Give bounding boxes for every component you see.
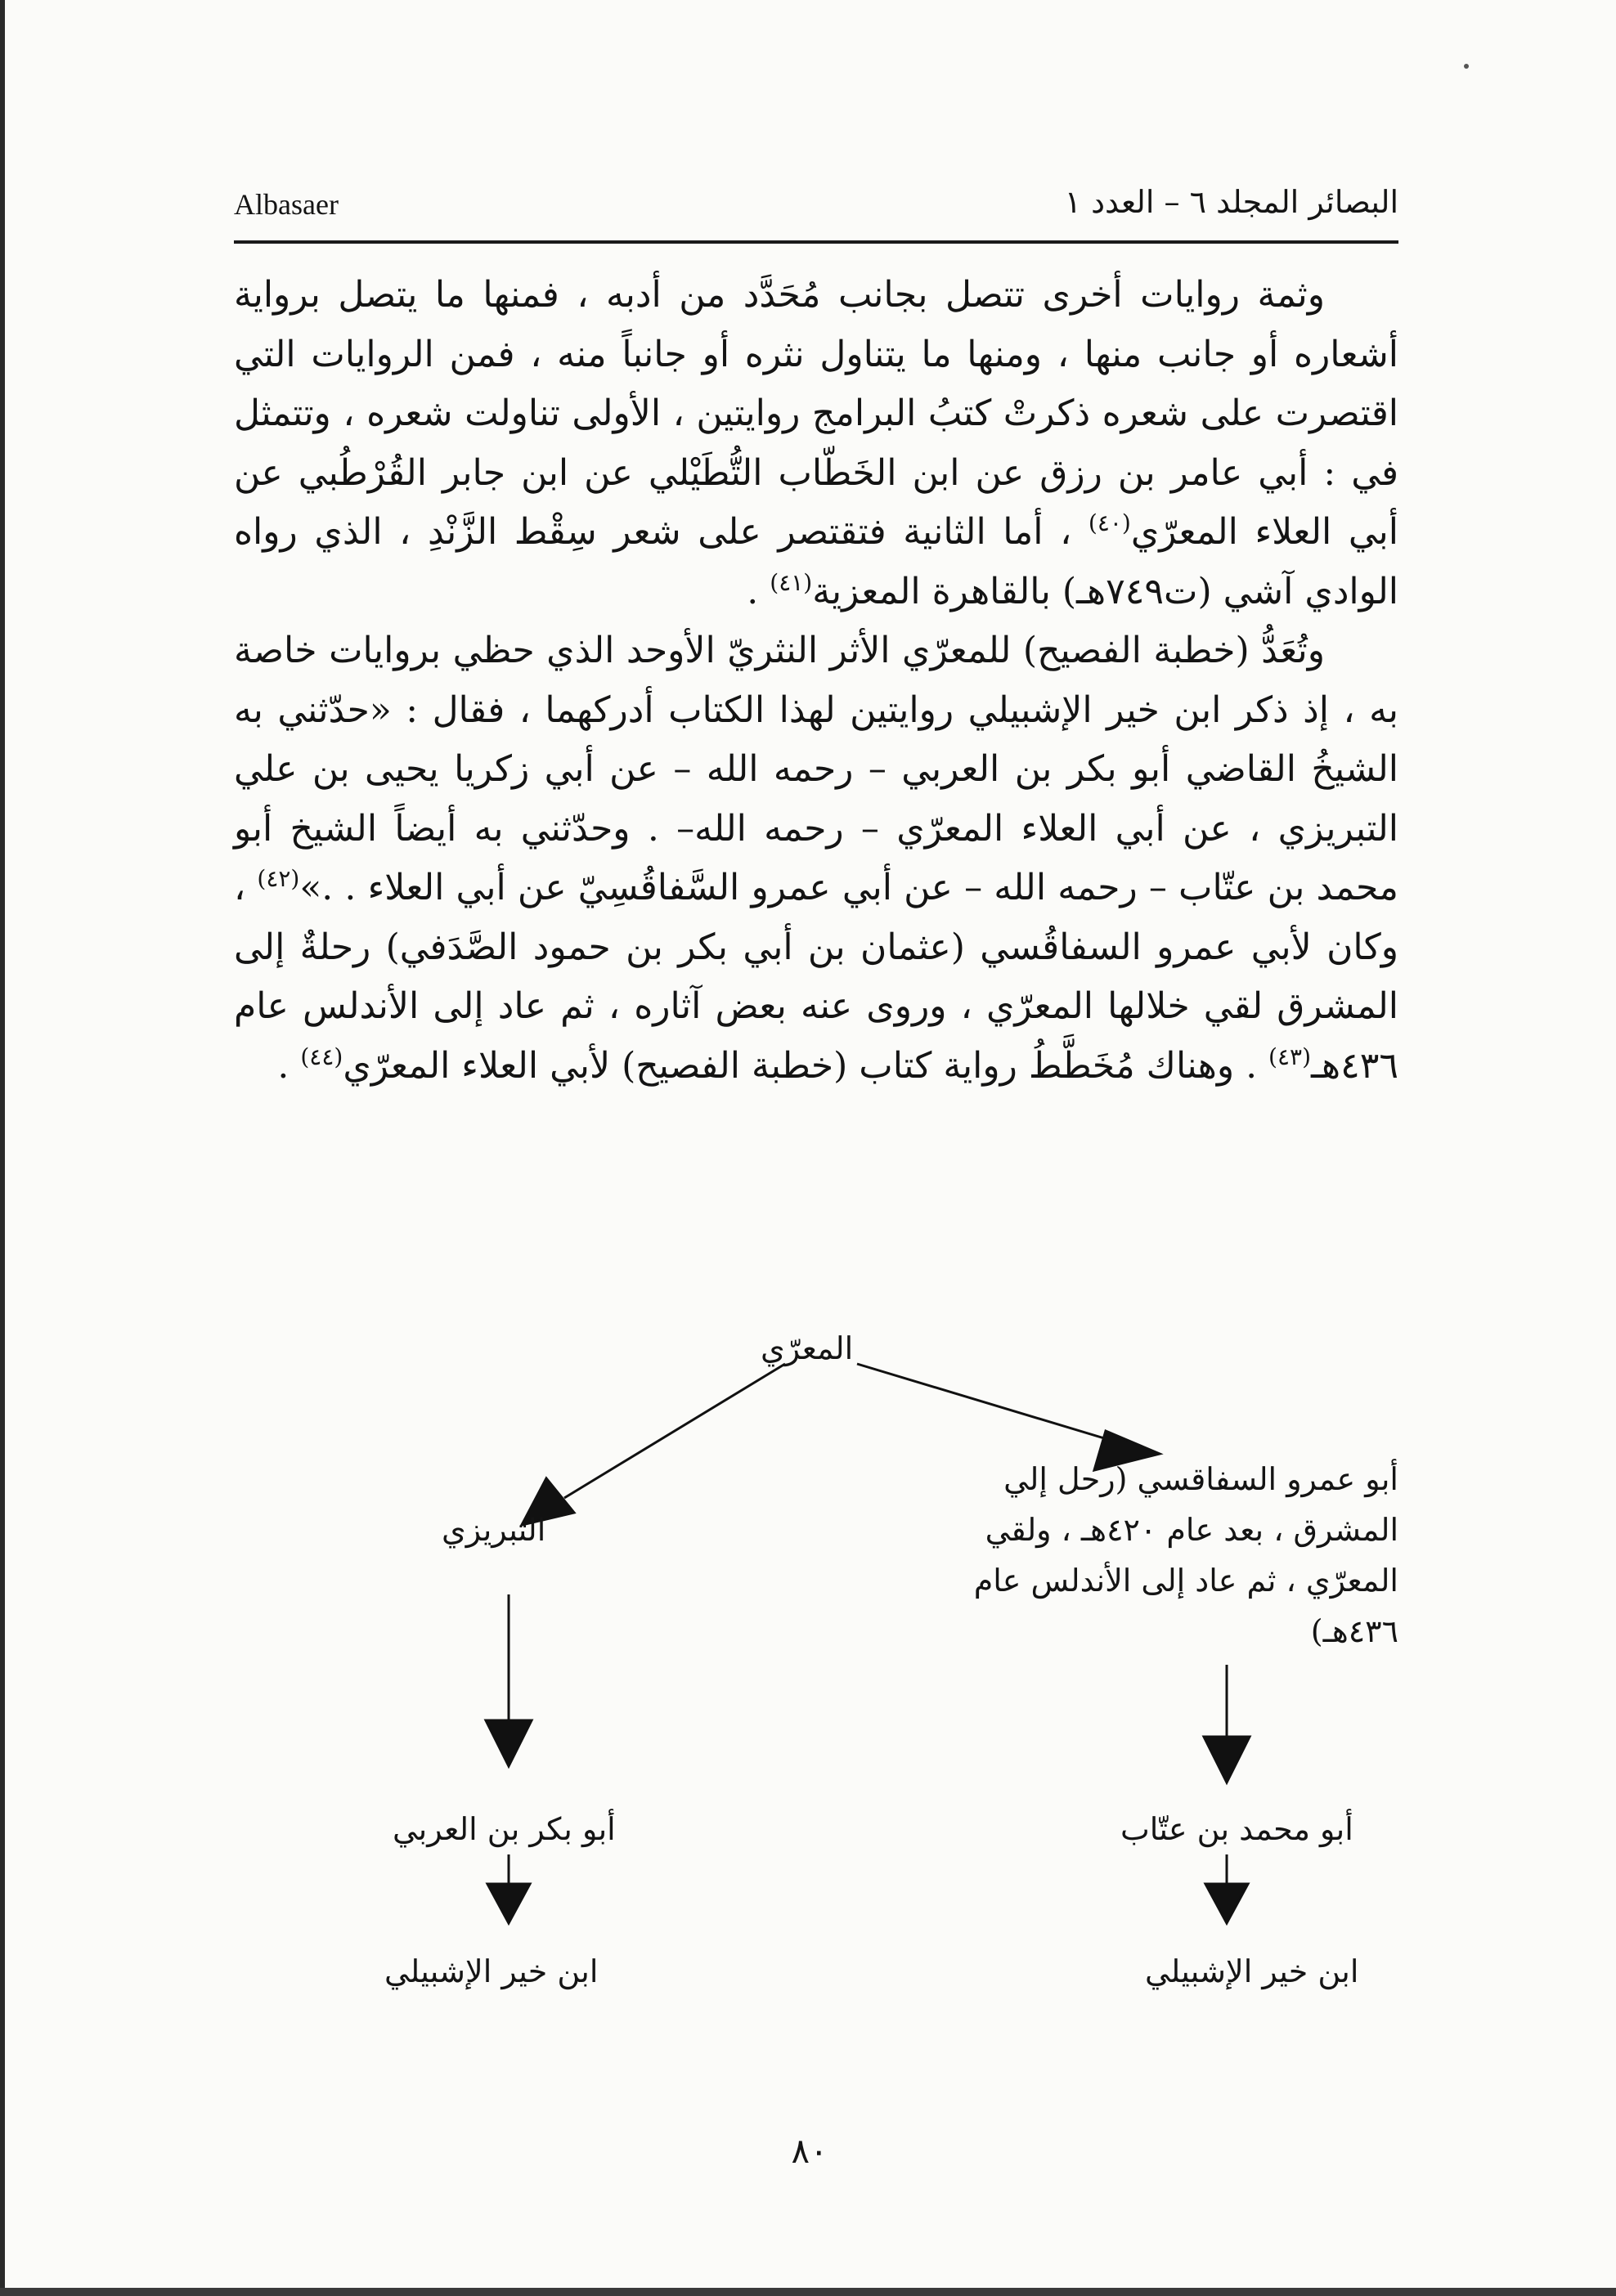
footnote-ref-43: (٤٣)	[1268, 1043, 1311, 1070]
footnote-ref-44: (٤٤)	[300, 1043, 343, 1070]
arrow-root-to-safaqusi	[857, 1364, 1129, 1446]
arrow-head-ibn-al-arabi-to-ibn-khayr	[487, 1884, 530, 1923]
paragraph-1	[234, 266, 1398, 621]
footnote-ref-40: (٤٠)	[1088, 509, 1131, 536]
paragraph-1-text-c: .	[747, 570, 770, 612]
node-ibn-attab: أبو محمد بن عتّاب	[1120, 1811, 1353, 1847]
paragraph-1-text-b: ، أما الثانية فتقتصر على شعر سِقْط الزَّنْدِ ، الذي رواه الوادي آشي (ت٧٤٩هـ) بالقاهرة المعزية	[234, 511, 1398, 612]
node-ibn-khayr-right: ابن خير الإشبيلي	[1145, 1953, 1359, 1989]
arrow-head-ibn-attab-to-ibn-khayr	[1205, 1884, 1248, 1923]
node-ibn-al-arabi: أبو بكر بن العربي	[393, 1811, 616, 1847]
paragraph-1-text-a: وثمة روايات أخرى تتصل بجانب مُحَدَّد من أدبه ، فمنها ما يتصل برواية أشعاره أو جانب منها ، ومنها ما يتناول نثره أو جانباً منه ، فمن الروايات التي اقتصرت على شعره ذكرتْ كتبُ البرامج روايتين ، الأولى تناولت شعره ، وتتمثل في : أبي عامر بن رزق عن ابن الخَطّاب التُّطَيْلي عن ابن جابر القُرْطُبي عن أبي العلاء المعرّي	[234, 274, 1398, 553]
paragraph-2	[234, 621, 1398, 1096]
node-safaqusi-line-2: المشرق ، بعد عام ٤٢٠هـ ، ولقي	[985, 1512, 1398, 1548]
paragraph-2-text-b: ، وكان لأبي عمرو السفاقُسي (عثمان بن أبي بكر بن حمود الصَّدَفي) رحلةٌ إلى المشرق لقي خلالها المعرّي ، وروى عنه بعض آثاره ، ثم عاد إلى الأندلس عام ٤٣٦هـ	[234, 867, 1398, 1087]
arrow-head-tabrizi-to-ibn-al-arabi	[486, 1720, 532, 1766]
diagram-arrows	[0, 1308, 1616, 2028]
node-safaqusi-line-1: أبو عمرو السفاقسي (رحل إلي	[1003, 1461, 1398, 1497]
journal-title-latin: Albasaer	[234, 188, 339, 221]
arrow-head-safaqusi-to-ibn-attab	[1204, 1737, 1250, 1783]
node-tabrizi: التبريزي	[442, 1512, 546, 1548]
node-al-maarri: المعرّي	[761, 1330, 854, 1366]
scan-bottom-edge	[0, 2288, 1616, 2296]
node-safaqusi	[940, 1454, 1398, 1657]
transmission-diagram	[0, 1308, 1616, 2028]
node-ibn-khayr-left: ابن خير الإشبيلي	[384, 1953, 599, 1989]
arrow-root-to-tabrizi	[564, 1364, 785, 1498]
node-safaqusi-line-3: المعرّي ، ثم عاد إلى الأندلس عام ٤٣٦هـ)	[973, 1563, 1398, 1649]
page-number: ٨٠	[791, 2131, 828, 2171]
header-rule	[234, 240, 1398, 244]
footnote-ref-42: (٤٢)	[257, 865, 300, 892]
running-header	[234, 184, 1398, 230]
scan-speck	[1464, 64, 1469, 69]
paragraph-2-text-c: . وهناك مُخَطَّطُ رواية كتاب (خطبة الفصيح) لأبي العلاء المعرّي	[343, 1044, 1269, 1087]
footnote-ref-41: (٤١)	[770, 568, 813, 596]
article-body	[234, 266, 1398, 1096]
paragraph-2-text-d: .	[277, 1044, 301, 1087]
journal-title-arabic: البصائر المجلد ٦ – العدد ١	[1064, 184, 1398, 220]
paragraph-2-text-a: وتُعَدُّ (خطبة الفصيح) للمعرّي الأثر النثريّ الأوحد الذي حظي بروايات خاصة به ، إذ ذكر ابن خير الإشبيلي روايتين لهذا الكتاب أدركهما ، فقال : «حدّثني به الشيخُ القاضي أبو بكر بن العربي – رحمه الله – عن أبي زكريا يحيى بن علي التبريزي ، عن أبي العلاء المعرّي – رحمه الله– . وحدّثني به أيضاً الشيخ أبو محمد بن عتّاب – رحمه الله – عن أبي عمرو السَّفاقُسِيّ عن أبي العلاء . .»	[234, 630, 1398, 908]
